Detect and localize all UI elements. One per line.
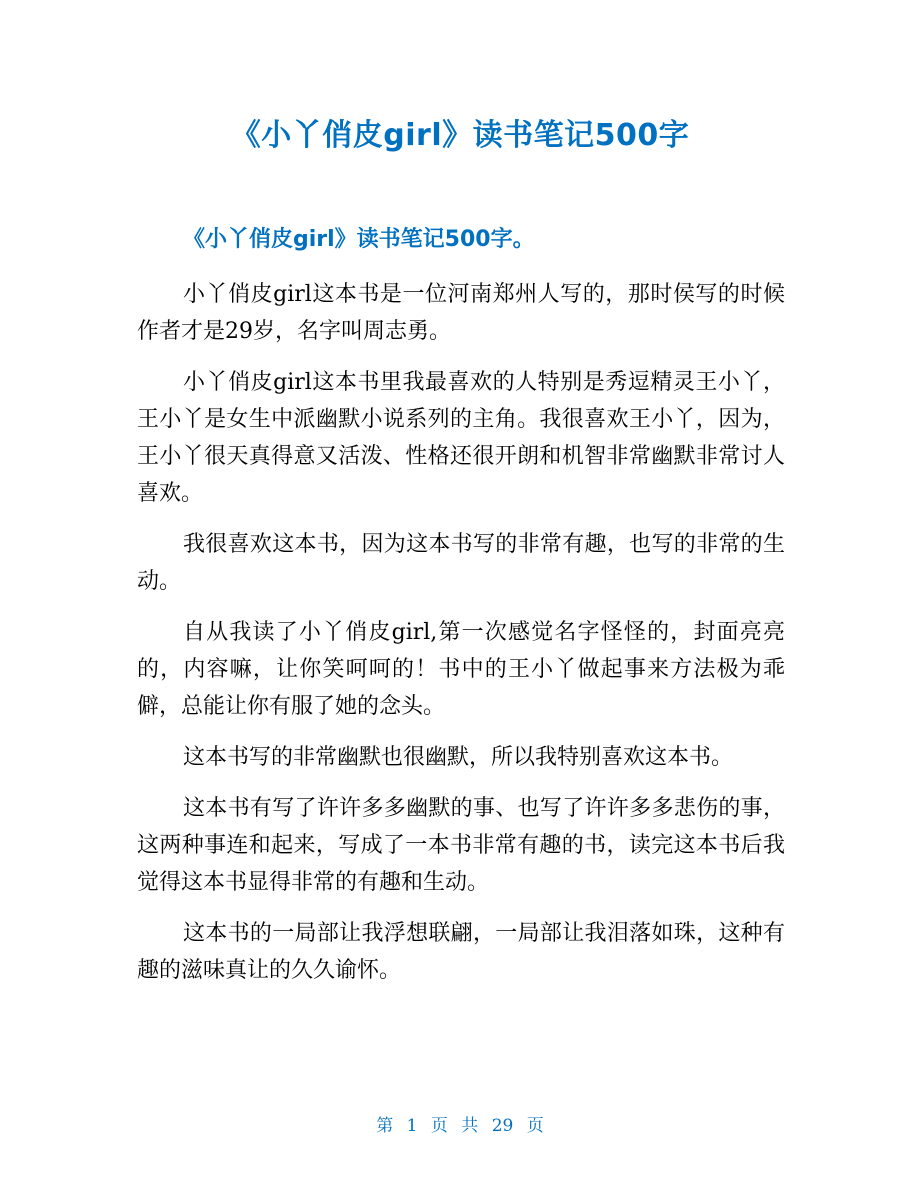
page-footer [0,1112,920,1140]
paragraph: 小丫俏皮girl这本书是一位河南郑州人写的，那时侯写的时候作者才是29岁，名字叫周志勇。 [137,282,785,344]
footer-word-ye-end: 页 [526,1116,544,1136]
paragraph: 这本书有写了许许多多幽默的事、也写了许许多多悲伤的事，这两种事连和起来，写成了一本书非常有趣的书，读完这本书后我觉得这本书显得非常的有趣和生动。 [137,796,785,895]
footer-current-page: 1 [406,1116,418,1136]
paragraph: 小丫俏皮girl这本书里我最喜欢的人特别是秀逗精灵王小丫，王小丫是女生中派幽默小说系列的主角。我很喜欢王小丫，因为，王小丫很天真得意又活泼、性格还很开朗和机智非常幽默非常讨人喜欢。 [137,370,785,506]
footer-word-ye: 页 [430,1116,448,1136]
footer-word-gong: 共 [461,1116,479,1136]
document-title: 《小丫俏皮girl》读书笔记500字 [230,118,690,153]
footer-total-pages: 29 [491,1116,514,1136]
footer-word-di: 第 [376,1116,394,1136]
paragraph: 自从我读了小丫俏皮girl,第一次感觉名字怪怪的，封面亮亮的，内容嘛，让你笑呵呵的！书中的王小丫做起事来方法极为乖僻，总能让你有服了她的念头。 [137,620,785,719]
document-body [137,276,785,1003]
paragraph: 这本书写的非常幽默也很幽默，所以我特别喜欢这本书。 [183,745,734,770]
paragraph: 这本书的一局部让我浮想联翩，一局部让我泪落如珠，这种有趣的滋味真让的久久谕怀。 [137,921,785,983]
document-subtitle: 《小丫俏皮girl》读书笔记500字。 [183,227,535,252]
paragraph: 我很喜欢这本书，因为这本书写的非常有趣，也写的非常的生动。 [137,532,785,594]
